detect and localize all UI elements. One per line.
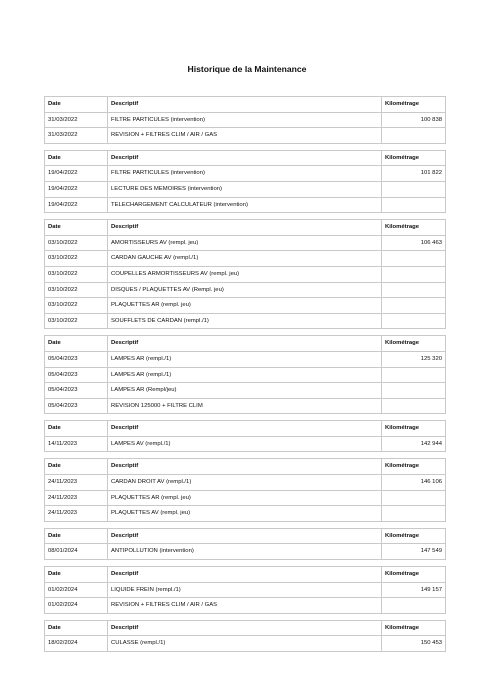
header-descriptif: Descriptif [108, 528, 382, 544]
table-row [45, 128, 446, 144]
table-row [45, 475, 446, 491]
cell-kilometrage [382, 298, 446, 314]
table-row [45, 313, 446, 329]
cell-kilometrage: 142 944 [382, 436, 446, 452]
cell-date: 01/02/2024 [45, 582, 108, 598]
cell-kilometrage: 125 320 [382, 351, 446, 367]
cell-kilometrage [382, 128, 446, 144]
header-descriptif: Descriptif [108, 97, 382, 113]
cell-date: 31/03/2022 [45, 128, 108, 144]
cell-descriptif: PLAQUETTES AR (rempl. jeu) [108, 490, 382, 506]
header-descriptif: Descriptif [108, 150, 382, 166]
cell-descriptif: FILTRE PARTICULES (intervention) [108, 166, 382, 182]
cell-kilometrage: 150 453 [382, 636, 446, 652]
cell-date: 03/10/2022 [45, 235, 108, 251]
cell-date: 14/11/2023 [45, 436, 108, 452]
cell-kilometrage: 149 157 [382, 582, 446, 598]
table-row [45, 544, 446, 560]
cell-descriptif: LECTURE DES MEMOIRES (intervention) [108, 181, 382, 197]
cell-descriptif: LAMPES AR (Rempl/jeu) [108, 383, 382, 399]
table-row [45, 251, 446, 267]
cell-kilometrage [382, 383, 446, 399]
cell-descriptif: COUPELLES ARMORTISSEURS AV (rempl. jeu) [108, 266, 382, 282]
cell-kilometrage [382, 251, 446, 267]
maintenance-table [44, 528, 446, 560]
table-row [45, 598, 446, 614]
cell-kilometrage [382, 490, 446, 506]
maintenance-table [44, 566, 446, 614]
table-row [45, 166, 446, 182]
maintenance-table [44, 420, 446, 452]
cell-kilometrage: 146 106 [382, 475, 446, 491]
header-descriptif: Descriptif [108, 421, 382, 437]
header-kilometrage: Kilométrage [382, 620, 446, 636]
cell-date: 03/10/2022 [45, 282, 108, 298]
cell-date: 18/02/2024 [45, 636, 108, 652]
maintenance-table [44, 150, 446, 213]
table-header-row [45, 459, 446, 475]
header-date: Date [45, 528, 108, 544]
table-row [45, 582, 446, 598]
header-descriptif: Descriptif [108, 620, 382, 636]
header-date: Date [45, 620, 108, 636]
cell-kilometrage [382, 313, 446, 329]
table-header-row [45, 220, 446, 236]
cell-date: 03/10/2022 [45, 251, 108, 267]
cell-descriptif: AMORTISSEURS AV (rempl. jeu) [108, 235, 382, 251]
header-date: Date [45, 421, 108, 437]
maintenance-table [44, 219, 446, 329]
header-date: Date [45, 459, 108, 475]
cell-kilometrage [382, 266, 446, 282]
header-kilometrage: Kilométrage [382, 567, 446, 583]
maintenance-table [44, 96, 446, 144]
cell-kilometrage [382, 367, 446, 383]
cell-kilometrage [382, 398, 446, 414]
cell-kilometrage: 100 838 [382, 112, 446, 128]
cell-kilometrage [382, 598, 446, 614]
cell-descriptif: CARDAN GAUCHE AV (rempl./1) [108, 251, 382, 267]
header-descriptif: Descriptif [108, 567, 382, 583]
cell-date: 24/11/2023 [45, 506, 108, 522]
header-date: Date [45, 150, 108, 166]
cell-descriptif: DISQUES / PLAQUETTES AV (Rempl. jeu) [108, 282, 382, 298]
table-row [45, 436, 446, 452]
cell-date: 03/10/2022 [45, 266, 108, 282]
cell-descriptif: LIQUIDE FREIN (rempl./1) [108, 582, 382, 598]
header-date: Date [45, 336, 108, 352]
cell-date: 05/04/2023 [45, 351, 108, 367]
table-row [45, 181, 446, 197]
table-row [45, 398, 446, 414]
header-kilometrage: Kilométrage [382, 421, 446, 437]
header-kilometrage: Kilométrage [382, 528, 446, 544]
cell-kilometrage: 147 549 [382, 544, 446, 560]
table-row [45, 298, 446, 314]
table-row [45, 235, 446, 251]
maintenance-tables [44, 96, 445, 658]
table-row [45, 636, 446, 652]
table-row [45, 351, 446, 367]
cell-kilometrage [382, 506, 446, 522]
cell-date: 19/04/2022 [45, 197, 108, 213]
cell-descriptif: REVISION + FILTRES CLIM / AIR / GAS [108, 598, 382, 614]
table-header-row [45, 620, 446, 636]
table-row [45, 112, 446, 128]
cell-descriptif: LAMPES AV (rempl./1) [108, 436, 382, 452]
cell-descriptif: CARDAN DROIT AV (rempl./1) [108, 475, 382, 491]
header-descriptif: Descriptif [108, 336, 382, 352]
cell-descriptif: REVISION + FILTRES CLIM / AIR / GAS [108, 128, 382, 144]
table-row [45, 282, 446, 298]
cell-date: 05/04/2023 [45, 383, 108, 399]
maintenance-table [44, 458, 446, 521]
cell-date: 05/04/2023 [45, 398, 108, 414]
cell-descriptif: LAMPES AR (rempl./1) [108, 367, 382, 383]
cell-descriptif: TELECHARGEMENT CALCULATEUR (intervention) [108, 197, 382, 213]
table-row [45, 197, 446, 213]
cell-date: 08/01/2024 [45, 544, 108, 560]
cell-date: 19/04/2022 [45, 181, 108, 197]
cell-date: 05/04/2023 [45, 367, 108, 383]
header-kilometrage: Kilométrage [382, 459, 446, 475]
cell-descriptif: REVISION 125000 + FILTRE CLIM [108, 398, 382, 414]
cell-date: 31/03/2022 [45, 112, 108, 128]
cell-date: 01/02/2024 [45, 598, 108, 614]
header-kilometrage: Kilométrage [382, 220, 446, 236]
table-row [45, 490, 446, 506]
maintenance-table [44, 335, 446, 414]
header-descriptif: Descriptif [108, 459, 382, 475]
header-date: Date [45, 97, 108, 113]
header-kilometrage: Kilométrage [382, 97, 446, 113]
table-row [45, 266, 446, 282]
header-kilometrage: Kilométrage [382, 150, 446, 166]
cell-kilometrage [382, 282, 446, 298]
cell-date: 03/10/2022 [45, 313, 108, 329]
cell-kilometrage [382, 197, 446, 213]
page-title: Historique de la Maintenance [187, 64, 307, 74]
table-header-row [45, 421, 446, 437]
cell-descriptif: CULASSE (rempl./1) [108, 636, 382, 652]
cell-descriptif: PLAQUETTES AR (rempl. jeu) [108, 298, 382, 314]
table-header-row [45, 150, 446, 166]
table-header-row [45, 97, 446, 113]
cell-date: 19/04/2022 [45, 166, 108, 182]
cell-descriptif: ANTIPOLLUTION (intervention) [108, 544, 382, 560]
table-header-row [45, 528, 446, 544]
header-kilometrage: Kilométrage [382, 336, 446, 352]
table-row [45, 367, 446, 383]
header-date: Date [45, 567, 108, 583]
cell-date: 03/10/2022 [45, 298, 108, 314]
cell-kilometrage: 101 822 [382, 166, 446, 182]
header-descriptif: Descriptif [108, 220, 382, 236]
cell-kilometrage [382, 181, 446, 197]
cell-date: 24/11/2023 [45, 490, 108, 506]
header-date: Date [45, 220, 108, 236]
cell-date: 24/11/2023 [45, 475, 108, 491]
cell-descriptif: SOUFFLETS DE CARDAN (rempl./1) [108, 313, 382, 329]
maintenance-table [44, 620, 446, 652]
cell-descriptif: FILTRE PARTICULES (intervention) [108, 112, 382, 128]
cell-descriptif: PLAQUETTES AV (rempl. jeu) [108, 506, 382, 522]
cell-kilometrage: 106 463 [382, 235, 446, 251]
table-header-row [45, 336, 446, 352]
table-header-row [45, 567, 446, 583]
cell-descriptif: LAMPES AR (rempl./1) [108, 351, 382, 367]
table-row [45, 383, 446, 399]
table-row [45, 506, 446, 522]
